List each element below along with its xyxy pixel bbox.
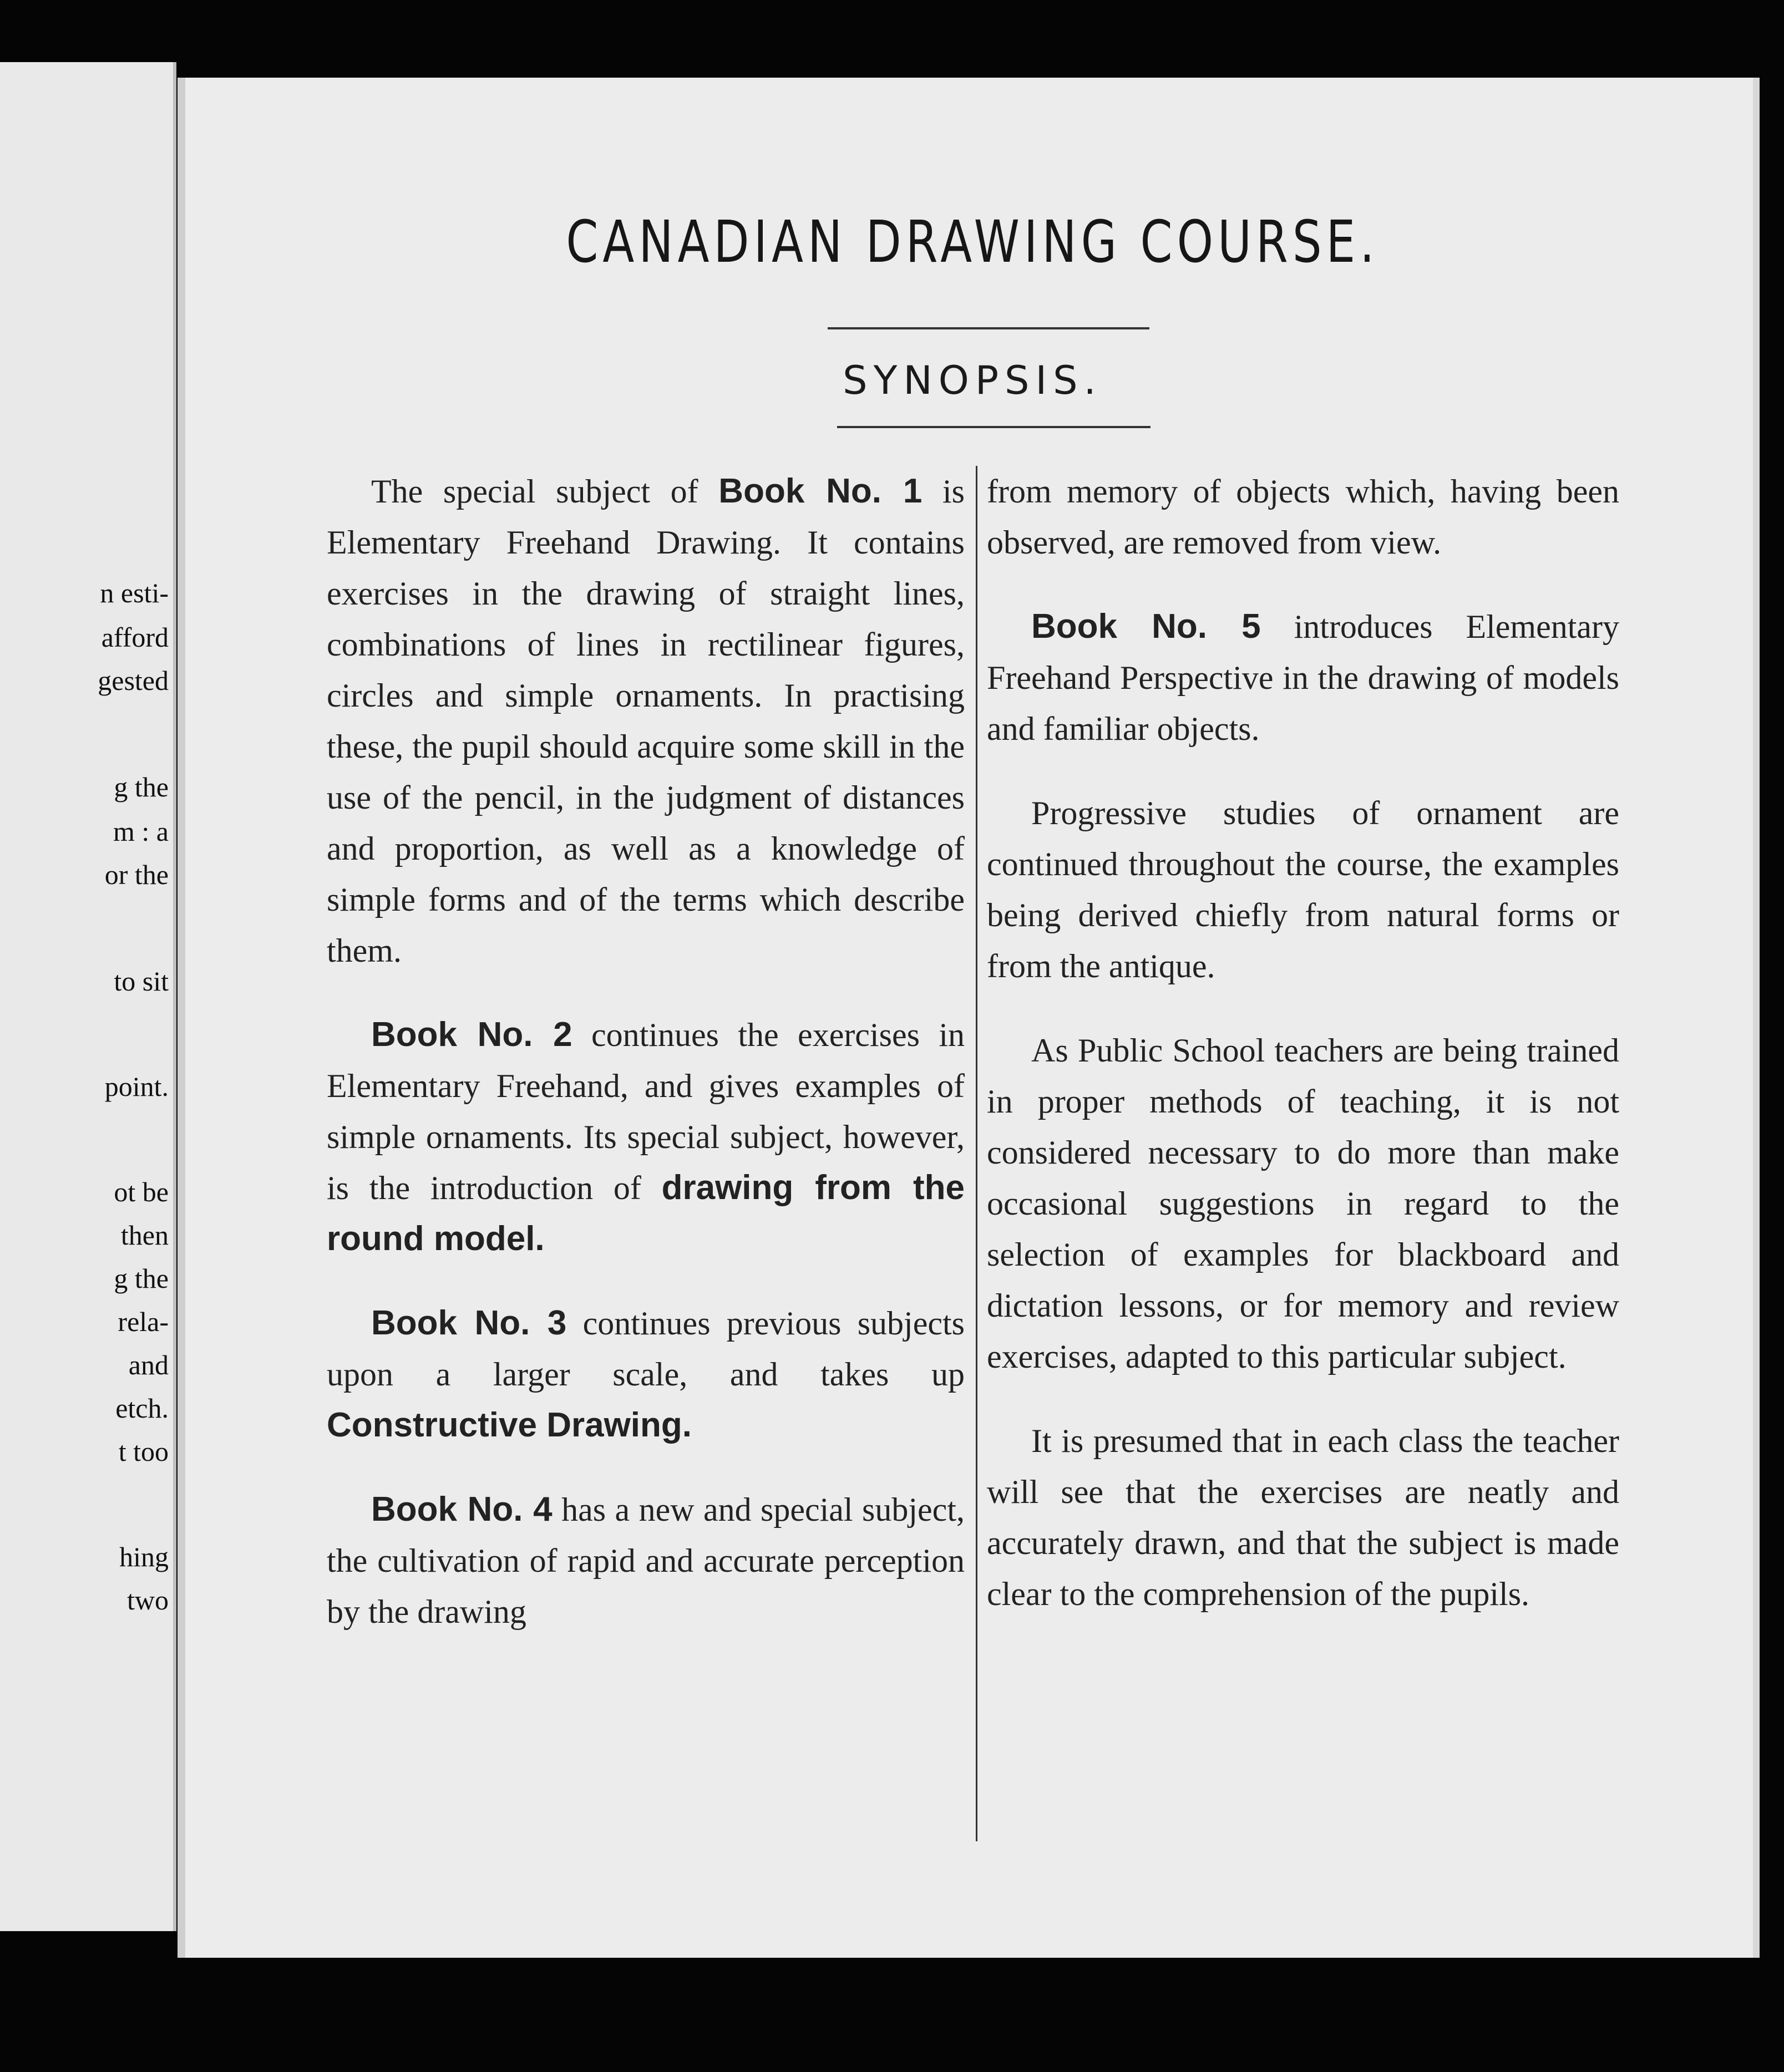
paragraph-book-4 [327, 1484, 965, 1637]
paragraph-book-2 [327, 1009, 965, 1264]
paragraph-book-3 [327, 1298, 965, 1451]
paragraph-text: introduces Elementary Freehand Perspective in the drawing of models and familiar objects. [987, 608, 1619, 747]
left-fragment: afford [101, 622, 169, 653]
left-column [327, 466, 965, 1670]
book-heading: Book No. 1 [718, 472, 923, 510]
left-fragment: n esti- [100, 577, 169, 608]
right-column [987, 466, 1619, 1653]
left-fragment: t too [118, 1436, 169, 1467]
paragraph-teachers: As Public School teachers are being trained in proper methods of teaching, it is not considered necessary to do more than make occasional suggestions in regard to the selection of examples for blackboard and dictation lessons, or for memory and review exercises, adapted to this particular subject. [987, 1032, 1619, 1375]
paragraph-book-5 [987, 601, 1619, 754]
left-fragment: and [128, 1349, 169, 1380]
left-fragment: two [127, 1585, 169, 1616]
paragraph-ornament: Progressive studies of ornament are continued throughout the course, the examples being derived chiefly from natural forms or from the antique. [987, 795, 1619, 984]
column-divider [976, 466, 977, 1841]
paragraph-book-1 [327, 466, 965, 976]
left-fragment: hing [119, 1541, 169, 1572]
left-fragment: rela- [118, 1306, 169, 1337]
main-page [178, 78, 1760, 1958]
page-title: CANADIAN DRAWING COURSE. [566, 208, 1379, 276]
left-fragment: etch. [115, 1393, 169, 1424]
paragraph-presumed: It is presumed that in each class the teacher will see that the exercises are neatly and accurately drawn, and that the subject is made clear to the comprehension of the pupils. [987, 1423, 1619, 1612]
left-fragment: g the [114, 771, 169, 803]
book-heading: Book No. 5 [1031, 607, 1261, 646]
left-fragment: gested [98, 665, 169, 696]
book-heading: Book No. 4 [371, 1490, 553, 1528]
title-rule [828, 327, 1149, 329]
emphasis-text: drawing from the round model. [327, 1169, 965, 1258]
emphasis-text: Constructive Drawing. [327, 1406, 692, 1444]
left-fragment: or the [104, 859, 169, 890]
book-heading: Book No. 2 [371, 1015, 572, 1054]
subtitle-rule [837, 426, 1151, 428]
page-subtitle: SYNOPSIS. [843, 358, 1102, 403]
paragraph-text: has a new and special subject, the cultivation of rapid and accurate perception by the drawing [327, 1491, 965, 1630]
paragraph-text: The special subject of [371, 473, 719, 510]
left-facing-page [0, 62, 176, 1931]
left-fragment: g the [114, 1263, 169, 1294]
left-fragment: then [120, 1220, 169, 1251]
paragraph-book-4-continued: from memory of objects which, having been observed, are removed from view. [987, 473, 1619, 561]
paragraph-text: continues the exercises in Elementary Freehand, and gives examples of simple ornaments. Its special subject, however, is the introduction of [327, 1017, 965, 1206]
left-fragment: m : a [113, 816, 169, 847]
left-fragment: ot be [114, 1176, 169, 1207]
paragraph-text: is Elementary Freehand Drawing. It contains exercises in the drawing of straight lines, combinations of lines in rectilinear figures, circles and simple ornaments. In practising these, the pupil should acquire some skill in the use of the pencil, in the judgment of distances and proportion, as well as a knowledge of simple forms and of the terms which describe them. [327, 473, 965, 969]
left-fragment: point. [104, 1071, 169, 1102]
left-fragment: to sit [114, 966, 169, 997]
paragraph-text: continues previous subjects upon a larger scale, and takes up [327, 1305, 965, 1393]
book-heading: Book No. 3 [371, 1304, 567, 1342]
